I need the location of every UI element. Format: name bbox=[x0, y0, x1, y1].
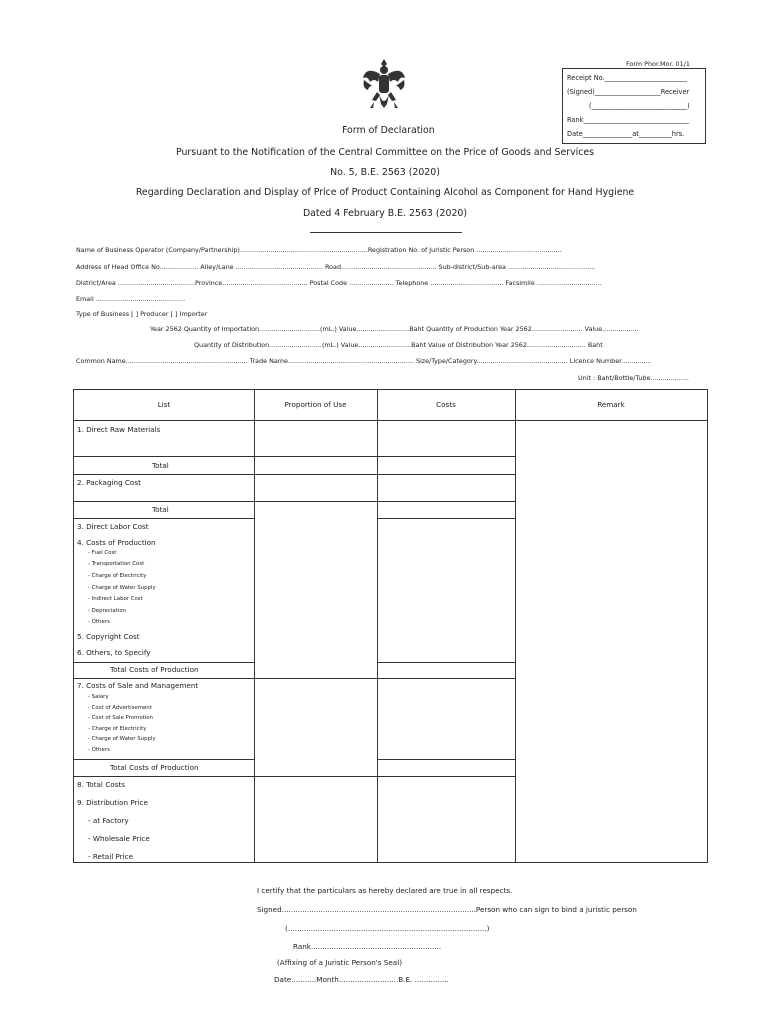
row-packaging-cost: 2. Packaging Cost bbox=[77, 478, 141, 487]
row-total-costs-of-production: Total Costs of Production bbox=[110, 665, 199, 674]
signer-rank-line[interactable]: Rank......................................................... bbox=[293, 942, 442, 951]
header-line-3: Regarding Declaration and Display of Price of Product Containing Alcohol as Component for Hand Hygiene bbox=[135, 187, 635, 198]
header-line-2: No. 5, B.E. 2563 (2020) bbox=[330, 167, 440, 178]
row-copyright-cost: 5. Copyright Cost bbox=[77, 632, 140, 641]
list-item: - Indirect Labor Cost bbox=[88, 596, 143, 602]
list-item: - Salary bbox=[88, 694, 109, 700]
form-code: Form Phor.Mor. 01/1 bbox=[626, 60, 690, 68]
list-item: - Others bbox=[88, 747, 110, 753]
seal-note: (Affixing of a Juristic Person's Seal) bbox=[277, 958, 402, 967]
row-at-factory: - at Factory bbox=[88, 816, 129, 825]
header-line-4: Dated 4 February B.E. 2563 (2020) bbox=[302, 208, 468, 219]
receipt-signed: (Signed)____________________Receiver bbox=[567, 88, 690, 96]
row-costs-of-sale-management: 7. Costs of Sale and Management bbox=[77, 681, 199, 690]
list-item: - Transportation Cost bbox=[88, 561, 145, 567]
header-costs: Costs bbox=[436, 400, 456, 409]
header-proportion: Proportion of Use bbox=[284, 400, 347, 409]
signature-line[interactable]: Signed.....................................................................................Person who can sign to bind a juristic person bbox=[257, 905, 637, 914]
receipt-paren: (_____________________________) bbox=[589, 102, 690, 110]
row-total-costs-of-production: Total Costs of Production bbox=[110, 763, 199, 772]
header-divider bbox=[310, 232, 462, 233]
receipt-date: Date_______________at__________hrs. bbox=[567, 130, 685, 138]
unit-label: Unit : Baht/Bottle/Tube................... bbox=[578, 374, 689, 382]
list-item: - Charge of Water Supply bbox=[88, 585, 156, 591]
receipt-box bbox=[562, 68, 706, 144]
row-costs-of-production: 4. Costs of Production bbox=[77, 538, 156, 547]
receipt-rank: Rank________________________________ bbox=[567, 116, 689, 124]
form-title: Form of Declaration bbox=[342, 125, 435, 136]
field-business-type[interactable]: Type of Business [ ] Producer [ ] Importer bbox=[76, 310, 208, 318]
row-direct-labor-cost: 3. Direct Labor Cost bbox=[77, 522, 149, 531]
header-rule bbox=[74, 420, 707, 421]
field-email[interactable]: Email ............................................ bbox=[76, 295, 186, 303]
list-item: - Charge of Electricity bbox=[88, 573, 147, 579]
col-divider bbox=[377, 390, 378, 862]
field-business-operator[interactable]: Name of Business Operator (Company/Partnership)...............................................................Registration No. of Juristic Person .......................................... bbox=[76, 246, 562, 254]
field-product-names[interactable]: Common Name............................................................ Trade Name.............................................................. Size/Type/Category............................................. Licence Number............... bbox=[76, 357, 652, 365]
header-remark: Remark bbox=[597, 400, 625, 409]
row-total: Total bbox=[152, 505, 169, 514]
col-divider bbox=[254, 390, 255, 862]
header-list: List bbox=[157, 400, 171, 409]
field-distribution[interactable]: Quantity of Distribution..........................(mL.) Value..........................Baht Value of Distribution Year 2562............................. Baht bbox=[194, 341, 603, 349]
field-address[interactable]: Address of Head Office No................... Alley/Lane ........................................... Road............................................... Sub-district/Sub-area ........................................... bbox=[76, 263, 596, 271]
signer-name-line[interactable]: (.......................................................................................) bbox=[285, 924, 490, 933]
list-item: - Charge of Electricity bbox=[88, 726, 147, 732]
certification-date-line[interactable]: Date...........Month..........................B.E. ............... bbox=[274, 975, 449, 984]
row-wholesale-price: - Wholesale Price bbox=[88, 834, 150, 843]
row-total-costs: 8. Total Costs bbox=[77, 780, 125, 789]
list-item: - Cost of Advertisement bbox=[88, 705, 152, 711]
row-others-specify: 6. Others, to Specify bbox=[77, 648, 151, 657]
header-line-1: Pursuant to the Notification of the Central Committee on the Price of Goods and Services bbox=[175, 147, 595, 158]
list-item: - Fuel Cost bbox=[88, 550, 117, 556]
row-distribution-price: 9. Distribution Price bbox=[77, 798, 148, 807]
list-item: - Depreciation bbox=[88, 608, 127, 614]
field-importation[interactable]: Year 2562 Quantity of Importation..............................(mL.) Value..........................Baht Quantity of Production Year 2562......................... Value.................. bbox=[150, 325, 639, 333]
receipt-no: Receipt No._________________________ bbox=[567, 74, 688, 82]
field-district[interactable]: District/Area ......................................Province.......................................... Postal Code ...................... Telephone .................................... Facsimile ................................ bbox=[76, 279, 602, 287]
certify-statement: I certify that the particulars as hereby declared are true in all respects. bbox=[257, 886, 513, 895]
row-direct-raw-materials: 1. Direct Raw Materials bbox=[77, 425, 161, 434]
list-item: - Charge of Water Supply bbox=[88, 736, 156, 742]
cost-table bbox=[73, 389, 708, 863]
row-total: Total bbox=[152, 461, 169, 470]
row-retail-price: - Retail Price bbox=[88, 852, 134, 861]
garuda-emblem-icon bbox=[360, 56, 408, 114]
list-item: - Others bbox=[88, 619, 110, 625]
col-divider bbox=[515, 390, 516, 862]
list-item: - Cost of Sale Promotion bbox=[88, 715, 153, 721]
